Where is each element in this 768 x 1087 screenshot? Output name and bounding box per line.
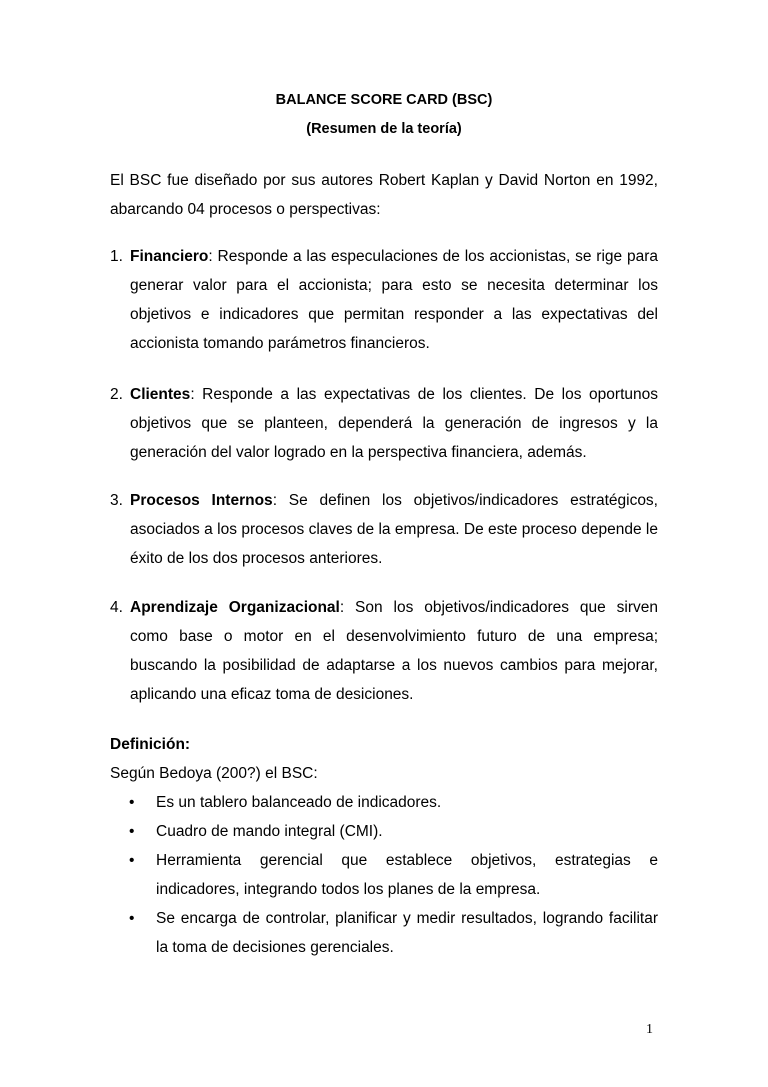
page-number: 1 (646, 1022, 653, 1037)
list-item-term: Procesos Internos (130, 492, 273, 509)
bullet-item (110, 904, 658, 962)
list-item-number: 2. (110, 386, 123, 403)
list-item-number: 1. (110, 248, 123, 265)
list-item-text: : Responde a las especulaciones de los accionistas, se rige para generar valor para el accionista; para esto se necesita determinar los objetivos e indicadores que permitan responder a las expectativas del accionista tomando parámetros financieros. (130, 248, 658, 352)
definition-heading: Definición: (110, 736, 191, 753)
list-item-term: Clientes (130, 386, 191, 403)
list-item-financiero (110, 242, 658, 358)
list-item-number: 3. (110, 492, 123, 509)
list-item-aprendizaje (110, 593, 658, 709)
bullet-text: Cuadro de mando integral (CMI). (156, 823, 383, 840)
bullet-icon: • (129, 852, 135, 869)
list-item-term: Financiero (130, 248, 209, 265)
definition-bullet-list (110, 788, 658, 962)
bullet-icon: • (129, 794, 135, 811)
document-subtitle: (Resumen de la teoría) (306, 121, 462, 137)
list-item-term: Aprendizaje Organizacional (130, 599, 340, 616)
intro-paragraph: El BSC fue diseñado por sus autores Robert Kaplan y David Norton en 1992, abarcando 04 procesos o perspectivas: (110, 172, 658, 218)
definition-intro: Según Bedoya (200?) el BSC: (110, 765, 318, 782)
list-item-text: : Se definen los objetivos/indicadores estratégicos, asociados a los procesos claves de la empresa. De este proceso depende le éxito de los dos procesos anteriores. (130, 492, 658, 567)
list-item-text: : Son los objetivos/indicadores que sirven como base o motor en el desenvolvimiento futuro de una empresa; buscando la posibilidad de adaptarse a los nuevos cambios para mejorar, aplicando una eficaz toma de desiciones. (130, 599, 658, 703)
bullet-icon: • (129, 910, 135, 927)
list-item-text: : Responde a las expectativas de los clientes. De los oportunos objetivos que se planteen, dependerá la generación de ingresos y la generación del valor logrado en la perspectiva financiera, además. (130, 386, 658, 461)
bullet-item (110, 788, 658, 817)
bullet-item (110, 817, 658, 846)
bullet-item (110, 846, 658, 904)
list-item-procesos-internos (110, 486, 658, 573)
bullet-text: Es un tablero balanceado de indicadores. (156, 794, 442, 811)
list-item-clientes (110, 380, 658, 467)
bullet-text: Herramienta gerencial que establece objetivos, estrategias e indicadores, integrando todos los planes de la empresa. (156, 852, 658, 898)
bullet-text: Se encarga de controlar, planificar y medir resultados, logrando facilitar la toma de decisiones gerenciales. (156, 910, 658, 956)
document-title: BALANCE SCORE CARD (BSC) (275, 92, 493, 108)
bullet-icon: • (129, 823, 135, 840)
list-item-number: 4. (110, 599, 123, 616)
